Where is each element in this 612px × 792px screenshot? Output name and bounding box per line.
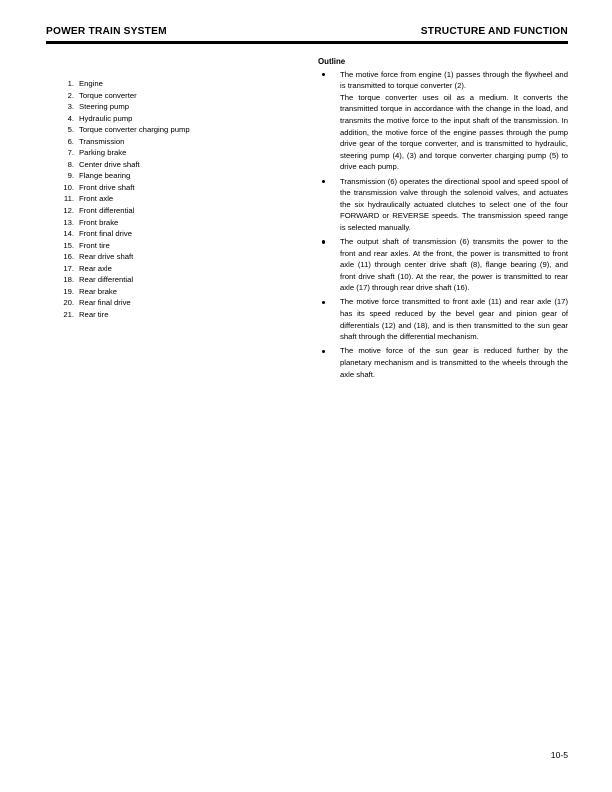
parts-list-item [46,182,276,194]
parts-list-item [46,263,276,275]
outline-paragraph: The motive force of the sun gear is reduced further by the planetary mechanism and is transmitted to the wheels through the axle shaft. [340,346,568,379]
parts-list-item [46,251,276,263]
parts-list-item-number: 11. [63,194,74,204]
header-divider-rule [46,41,568,44]
outline-paragraph: The motive force from engine (1) passes through the flywheel and is transmitted to torque converter (2). [340,69,568,91]
parts-list-item [46,101,276,113]
parts-list-item [46,193,276,205]
parts-list-item-label: Rear brake [79,286,118,296]
parts-list-item-number: 14. [63,229,74,239]
parts-legend-list [46,78,276,320]
header-chapter-title: STRUCTURE AND FUNCTION [420,26,568,37]
parts-list-item-number: 20. [63,298,74,308]
parts-list-item-label: Engine [79,79,103,88]
parts-list-item [46,124,276,136]
bullet-point-icon [322,180,326,184]
parts-list-item-label: Front tire [79,240,110,250]
parts-list-item [46,90,276,102]
page-number: 10-5 [550,750,568,760]
parts-list-item-number: 2. [67,90,74,100]
parts-list-item-label: Rear axle [79,263,112,273]
parts-list-item-number: 5. [67,125,74,135]
parts-list-item-number: 10. [63,182,74,192]
parts-list-item-number: 21. [63,309,74,319]
parts-list-item-label: Front final drive [79,229,132,239]
parts-list-item-number: 13. [63,217,74,227]
parts-list-item [46,274,276,286]
parts-list-item [46,113,276,125]
parts-list-item-label: Torque converter [79,90,137,100]
parts-list-item-label: Front drive shaft [79,182,135,192]
parts-list-item-number: 15. [63,240,74,250]
parts-list-item [46,228,276,240]
outline-paragraph: The output shaft of transmission (6) transmits the power to the front and rear axles. At the front, the power is transmitted to front axle (11) through center drive shaft (8), flange bearing (9), and front drive shaft (10). At the rear, the power is transmitted to rear axle (17) through rear drive shaft (16). [340,237,568,293]
parts-list-item [46,240,276,252]
outline-paragraph: Transmission (6) operates the directional spool and speed spool of the transmission valve through the solenoid valves, and actuates the six hydraulically actuated clutches to select one of the four FORWARD or REVERSE speeds. The transmission speed range is selected manually. [340,176,568,232]
parts-list-item [46,205,276,217]
outline-bullet-item [318,296,568,342]
parts-list-item-number: 3. [67,102,74,112]
header-section-title: POWER TRAIN SYSTEM [46,26,167,37]
parts-list-item [46,170,276,182]
parts-list-item-label: Front differential [79,206,135,216]
parts-list-item-label: Torque converter charging pump [79,125,190,135]
parts-list-item-label: Rear tire [79,309,109,319]
parts-list-item [46,309,276,321]
parts-list-item-label: Flange bearing [79,171,131,181]
parts-list-item [46,159,276,171]
outline-bullet-item [318,345,568,380]
parts-list-item-label: Transmission [79,136,125,146]
parts-list-item-number: 12. [63,206,74,216]
outline-bullet-item [318,69,568,173]
parts-list-item [46,297,276,309]
parts-list-item-number: 17. [63,263,74,273]
parts-list-item [46,217,276,229]
parts-list-item-label: Rear drive shaft [79,252,134,262]
parts-list-item [46,78,276,90]
bullet-point-icon [322,73,326,77]
parts-list-item [46,286,276,298]
parts-list-item-number: 6. [67,136,74,146]
parts-list-item-label: Parking brake [79,148,127,158]
parts-list-item-number: 18. [63,275,74,285]
outline-heading: Outline [318,57,346,66]
parts-list-item-label: Hydraulic pump [79,113,133,123]
outline-paragraph: The torque converter uses oil as a medium. It converts the transmitted torque in accordance with the change in the load, and transmits the motive force to the input shaft of the transmission. In addition, the motive force of the engine passes through the pump drive gear of the torque converter, and is transmitted to hydraulic, steering pump (4), (3) and torque converter charging pump (5) to drive each pump. [340,92,568,172]
parts-list-item-label: Rear final drive [79,298,131,308]
parts-list-item-label: Rear differential [79,275,134,285]
parts-list-item-number: 1. [67,79,74,88]
parts-list-item [46,136,276,148]
parts-list-item-label: Front axle [79,194,114,204]
outline-bullet-item [318,236,568,294]
parts-list-item-number: 4. [67,113,74,123]
parts-list-item-number: 7. [67,148,74,158]
parts-list-item [46,147,276,159]
parts-list-item-label: Front brake [79,217,119,227]
parts-list-item-number: 19. [63,286,74,296]
outline-section [318,56,568,383]
bullet-point-icon [322,350,326,354]
parts-list-item-label: Center drive shaft [79,159,140,169]
outline-paragraph: The motive force transmitted to front axle (11) and rear axle (17) has its speed reduced by the bevel gear and pinion gear of differentials (12) and (18), and is then transmitted to the sun gear shaft through the differential mechanism. [340,297,568,342]
parts-list-item-label: Steering pump [79,102,129,112]
bullet-point-icon [322,240,326,244]
parts-list-item-number: 9. [67,171,74,181]
parts-list-item-number: 8. [67,159,74,169]
parts-list-item-number: 16. [63,252,74,262]
outline-bullet-item [318,176,568,234]
outline-bullet-list [318,69,568,380]
bullet-point-icon [322,301,326,305]
